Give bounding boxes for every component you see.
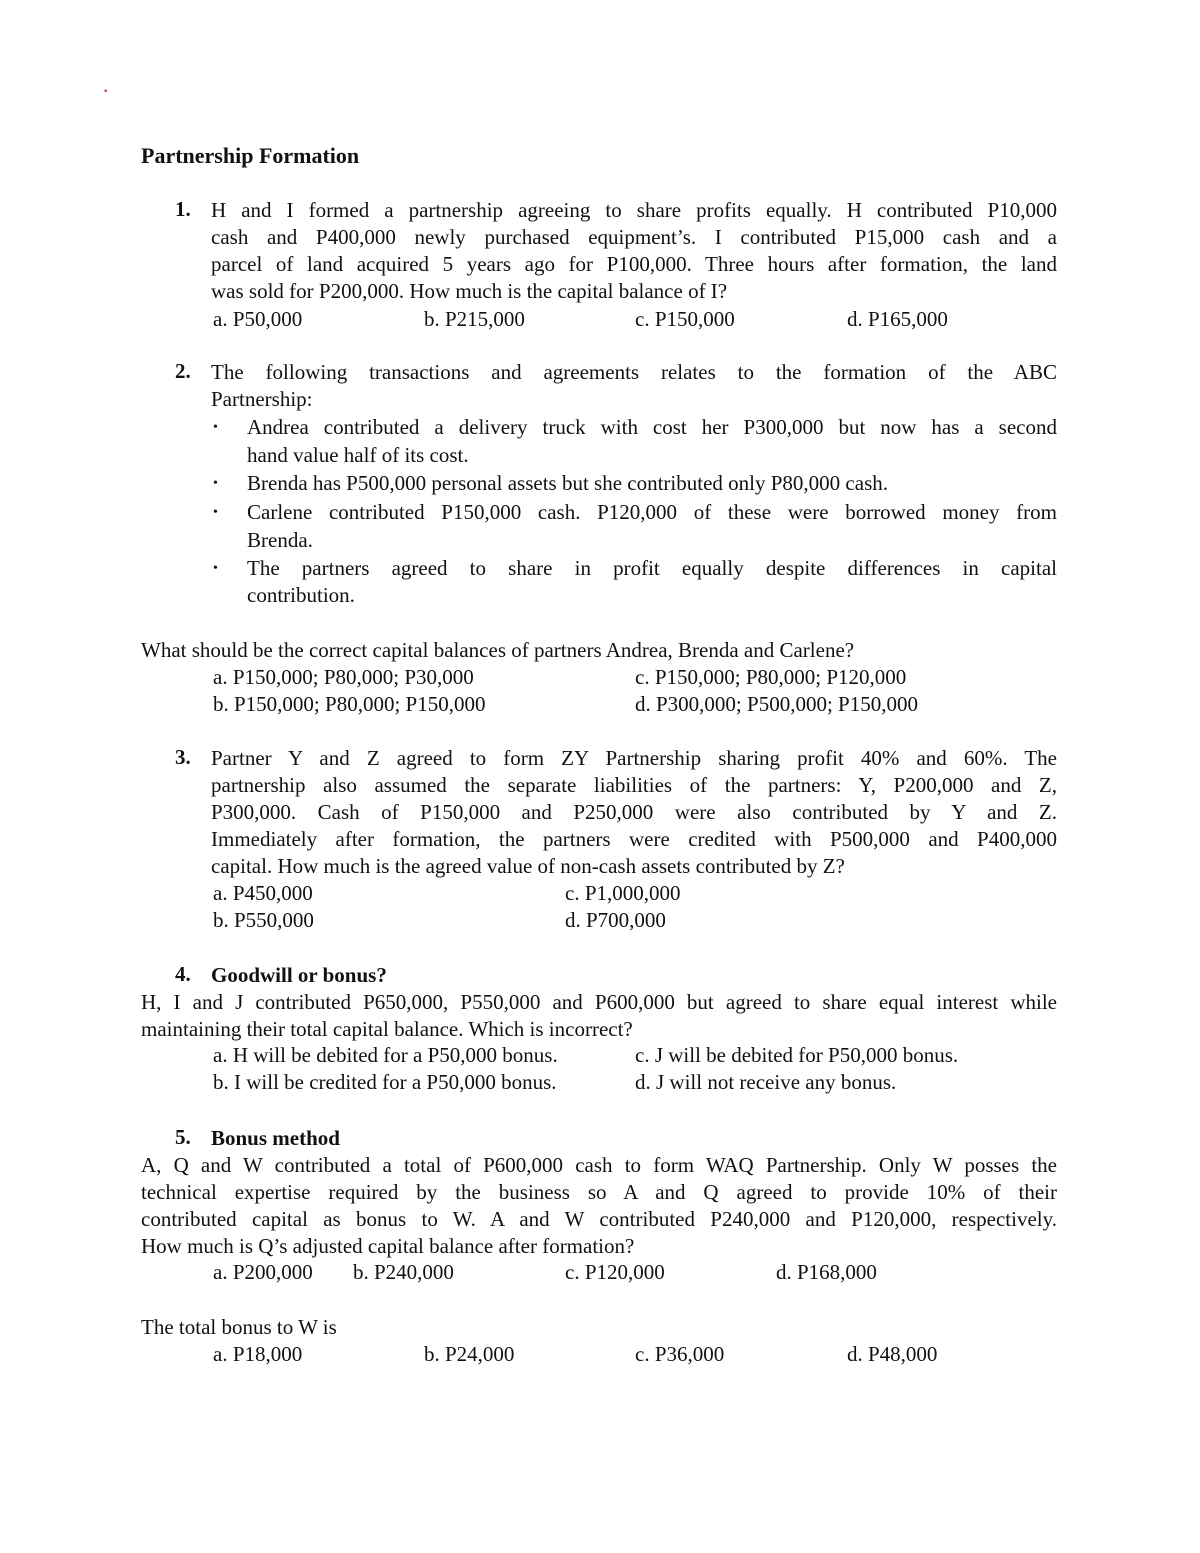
answer-option-a: a. P150,000; P80,000; P30,000 [213, 665, 474, 689]
question-number: 3. [175, 745, 191, 769]
question-text-line: cash and P400,000 newly purchased equipment’s. I contributed P15,000 cash and a [211, 225, 1057, 249]
question-prompt: What should be the correct capital balances of partners Andrea, Brenda and Carlene? [141, 638, 855, 662]
answer-option-a: a. P18,000 [213, 1342, 303, 1366]
answer-option-b: b. P24,000 [424, 1342, 515, 1366]
bullet-text-line: Brenda has P500,000 personal assets but she contributed only P80,000 cash. [247, 471, 888, 495]
question-number: 2. [175, 359, 191, 383]
answer-option-a: a. P450,000 [213, 881, 313, 905]
answer-option-b: b. P215,000 [424, 307, 525, 331]
question-text-line: How much is Q’s adjusted capital balance after formation? [141, 1234, 635, 1258]
question-text-line: parcel of land acquired 5 years ago for P100,000. Three hours after formation, the land [211, 252, 1057, 276]
bullet-icon: • [213, 561, 218, 576]
answer-option-d: d. J will not receive any bonus. [635, 1070, 897, 1094]
answer-option-d: d. P168,000 [776, 1260, 877, 1284]
answer-option-d: d. P700,000 [565, 908, 666, 932]
answer-option-c: c. P36,000 [635, 1342, 725, 1366]
answer-option-b: b. P240,000 [353, 1260, 454, 1284]
question-text-line: Partnership: [211, 387, 313, 411]
question-text-line: H, I and J contributed P650,000, P550,000 and P600,000 but agreed to share equal interest while [141, 990, 1057, 1014]
answer-option-c: c. J will be debited for P50,000 bonus. [635, 1043, 959, 1067]
bullet-icon: • [213, 476, 218, 491]
page-title: Partnership Formation [141, 143, 360, 168]
answer-option-c: c. P150,000; P80,000; P120,000 [635, 665, 907, 689]
question-text-line: Partner Y and Z agreed to form ZY Partnership sharing profit 40% and 60%. The [211, 746, 1057, 770]
answer-option-d: d. P165,000 [847, 307, 948, 331]
question-text-line: The following transactions and agreements relates to the formation of the ABC [211, 360, 1057, 384]
bullet-text-line: Brenda. [247, 528, 313, 552]
bullet-text-line: The partners agreed to share in profit equally despite differences in capital [247, 556, 1057, 580]
question-heading: Bonus method [211, 1126, 340, 1150]
answer-option-a: a. P200,000 [213, 1260, 313, 1284]
bullet-text-line: Carlene contributed P150,000 cash. P120,000 of these were borrowed money from [247, 500, 1057, 524]
question-heading: Goodwill or bonus? [211, 963, 387, 987]
bullet-icon: • [213, 505, 218, 520]
question-number: 5. [175, 1125, 191, 1149]
answer-option-a: a. H will be debited for a P50,000 bonus. [213, 1043, 558, 1067]
question-number: 1. [175, 197, 191, 221]
question-text-line: was sold for P200,000. How much is the capital balance of I? [211, 279, 728, 303]
followup-prompt: The total bonus to W is [141, 1315, 337, 1339]
answer-option-b: b. P550,000 [213, 908, 314, 932]
bullet-text-line: hand value half of its cost. [247, 443, 469, 467]
bullet-text-line: Andrea contributed a delivery truck with cost her P300,000 but now has a second [247, 415, 1057, 439]
answer-option-b: b. P150,000; P80,000; P150,000 [213, 692, 486, 716]
answer-option-a: a. P50,000 [213, 307, 303, 331]
question-number: 4. [175, 962, 191, 986]
question-text-line: H and I formed a partnership agreeing to share profits equally. H contributed P10,000 [211, 198, 1057, 222]
question-text-line: technical expertise required by the business so A and Q agreed to provide 10% of their [141, 1180, 1057, 1204]
question-text-line: capital. How much is the agreed value of non-cash assets contributed by Z? [211, 854, 845, 878]
stray-mark: . [103, 72, 109, 97]
question-text-line: P300,000. Cash of P150,000 and P250,000 were also contributed by Y and Z. [211, 800, 1057, 824]
question-text-line: A, Q and W contributed a total of P600,000 cash to form WAQ Partnership. Only W posses the [141, 1153, 1057, 1177]
question-text-line: Immediately after formation, the partners were credited with P500,000 and P400,000 [211, 827, 1057, 851]
bullet-icon: • [213, 420, 218, 435]
answer-option-c: c. P150,000 [635, 307, 735, 331]
answer-option-c: c. P1,000,000 [565, 881, 681, 905]
answer-option-c: c. P120,000 [565, 1260, 665, 1284]
answer-option-d: d. P48,000 [847, 1342, 938, 1366]
question-text-line: partnership also assumed the separate liabilities of the partners: Y, P200,000 and Z, [211, 773, 1057, 797]
answer-option-b: b. I will be credited for a P50,000 bonus. [213, 1070, 557, 1094]
bullet-text-line: contribution. [247, 583, 355, 607]
question-text-line: contributed capital as bonus to W. A and W contributed P240,000 and P120,000, respectively. [141, 1207, 1057, 1231]
answer-option-d: d. P300,000; P500,000; P150,000 [635, 692, 918, 716]
question-text-line: maintaining their total capital balance. Which is incorrect? [141, 1017, 633, 1041]
